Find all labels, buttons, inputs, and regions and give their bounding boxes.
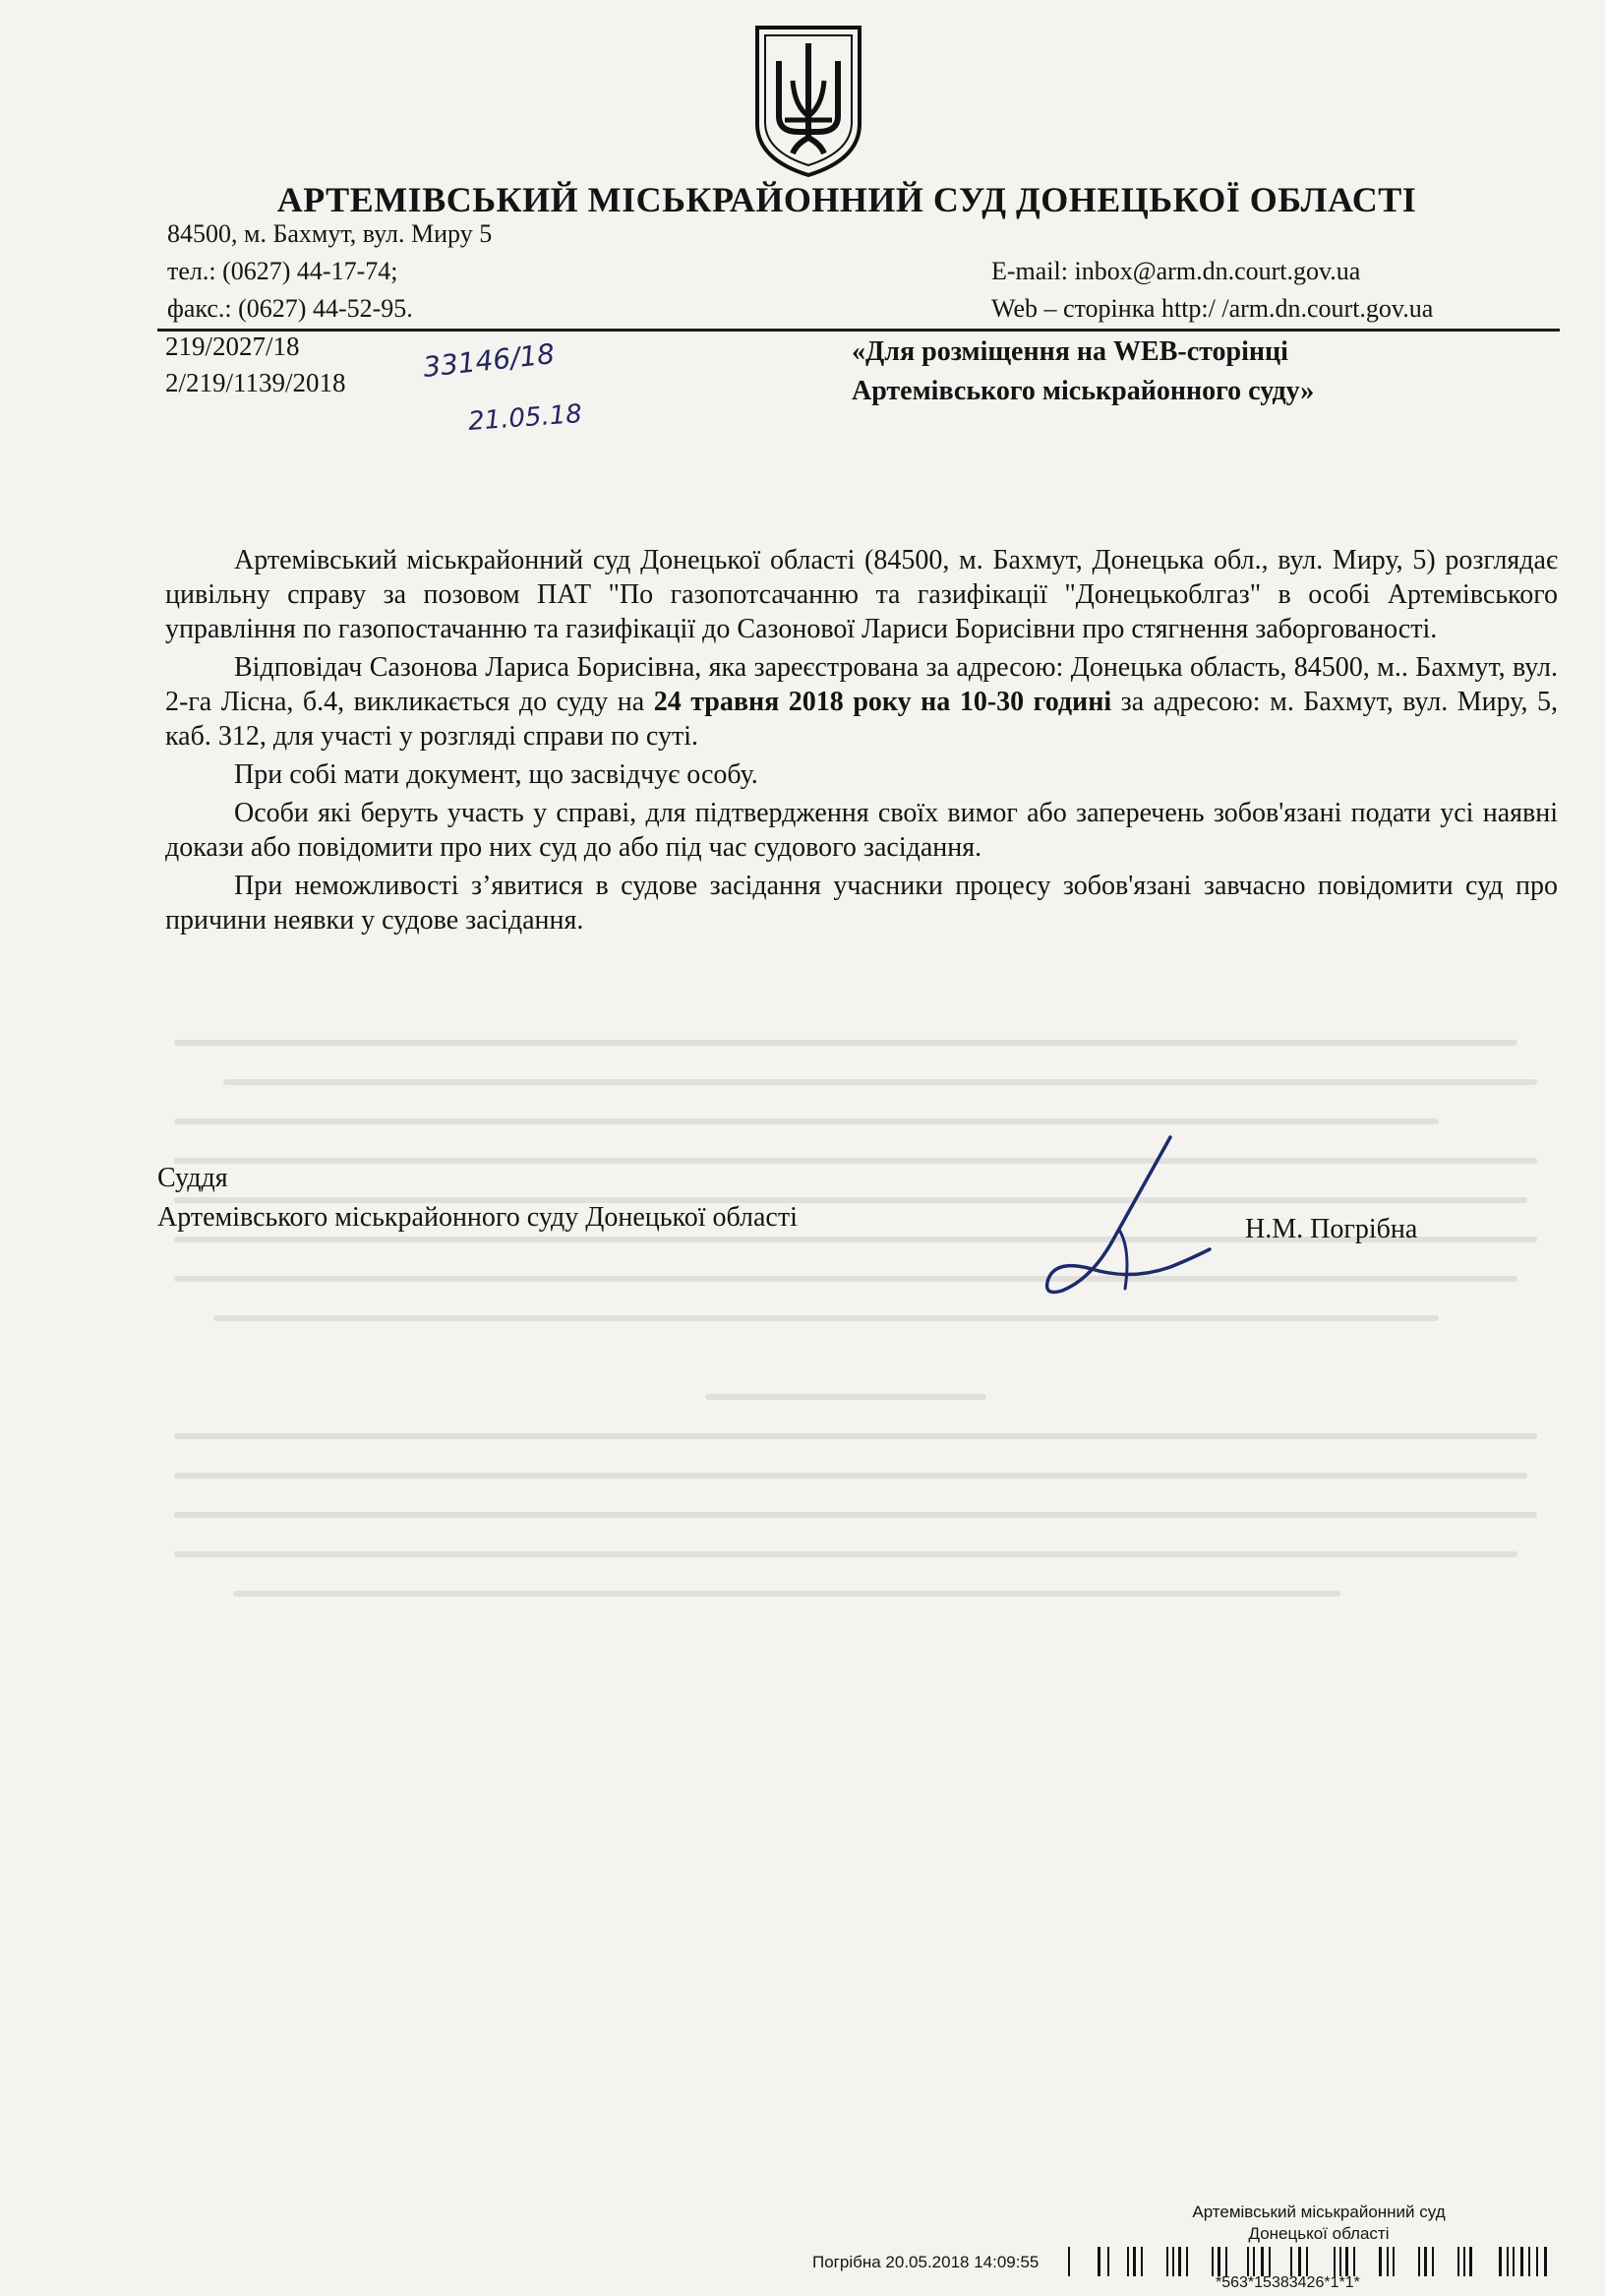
court-web: Web – сторінка http:/ /arm.dn.court.gov.ua <box>991 294 1434 323</box>
paragraph-summons <box>165 650 1558 754</box>
coat-of-arms-emblem <box>749 22 867 179</box>
show-through-background <box>157 1023 1564 1633</box>
handwritten-incoming-number: 33146/18 <box>421 337 557 384</box>
web-note-line2: Артемівського міськрайонного суду» <box>852 376 1315 406</box>
handwritten-signature <box>1023 1131 1219 1318</box>
judge-court: Артемівського міськрайонного суду Донецької області <box>157 1202 798 1233</box>
stamp-court-line2: Донецької області <box>1248 2224 1390 2243</box>
paragraph-absence: При неможливості з’явитися в судове засідання учасники процесу зобов'язані завчасно повідомити суд про причини неявки у судове засідання. <box>165 871 1558 936</box>
stamp-signed-by: Погрібна 20.05.2018 14:09:55 <box>812 2253 1040 2271</box>
proceeding-number: 2/219/1139/2018 <box>165 368 346 397</box>
judge-title: Суддя <box>157 1163 228 1193</box>
summons-text-b: за адресою: м. Бахмут, вул. Миру, 5, каб. 312, для участі у розгляді справи по суті. <box>165 687 1558 752</box>
handwritten-incoming-date: 21.05.18 <box>467 398 583 438</box>
contact-block-right <box>991 256 1581 325</box>
header-divider <box>157 329 1560 332</box>
court-address: 84500, м. Бахмут, вул. Миру 5 <box>167 219 493 248</box>
stamp-court-name <box>1166 2202 1471 2245</box>
judge-name: Н.М. Погрібна <box>1245 1214 1418 1244</box>
stamp-court-line1: Артемівський міськрайонний суд <box>1192 2203 1446 2221</box>
stamp-code-visible: *563*15383426*1*1* <box>1216 2274 1360 2291</box>
document-body <box>165 543 1558 937</box>
summons-datetime: 24 травня 2018 року на 10-30 годині <box>653 687 1112 717</box>
court-title: АРТЕМІВСЬКИЙ МІСЬКРАЙОННИЙ СУД ДОНЕЦЬКОЇ ОБЛАСТІ <box>276 180 1417 219</box>
court-phone: тел.: (0627) 44-17-74; <box>167 257 398 285</box>
summons-text-a: Відповідач Сазонова Лариса Борисівна, яка зареєстрована за адресою: Донецька область, 84500, м.. Бахмут, вул. 2-га Лісна, б.4, викликається до суду на <box>165 652 1558 717</box>
paragraph-evidence: Особи які беруть участь у справі, для підтвердження своїх вимог або заперечень зобов'язані подати усі наявні докази або повідомити про них суд до або під час судового засідання. <box>165 798 1558 863</box>
judge-block <box>157 1161 798 1236</box>
contact-block-left <box>167 218 679 325</box>
court-fax: факс.: (0627) 44-52-95. <box>167 294 413 323</box>
web-publication-note <box>852 332 1314 411</box>
paragraph-id-document: При собі мати документ, що засвідчує особу. <box>234 759 758 790</box>
paragraph-case: Артемівський міськрайонний суд Донецької області (84500, м. Бахмут, Донецька обл., вул. Миру, 5) розглядає цивільну справу за позовом ПАТ "По газопотсачанню та газифікації "Донецькоблгаз" в особі Артемівського управління по газопостачанню та газифікації до Сазонової Лариси Борисівни про стягнення заборгованості. <box>165 545 1558 644</box>
court-email: E-mail: inbox@arm.dn.court.gov.ua <box>991 257 1361 285</box>
case-number: 219/2027/18 <box>165 332 300 361</box>
registration-block <box>165 329 346 401</box>
barcode <box>1068 2247 1548 2276</box>
web-note-line1: «Для розміщення на WEB-сторінці <box>852 336 1288 367</box>
